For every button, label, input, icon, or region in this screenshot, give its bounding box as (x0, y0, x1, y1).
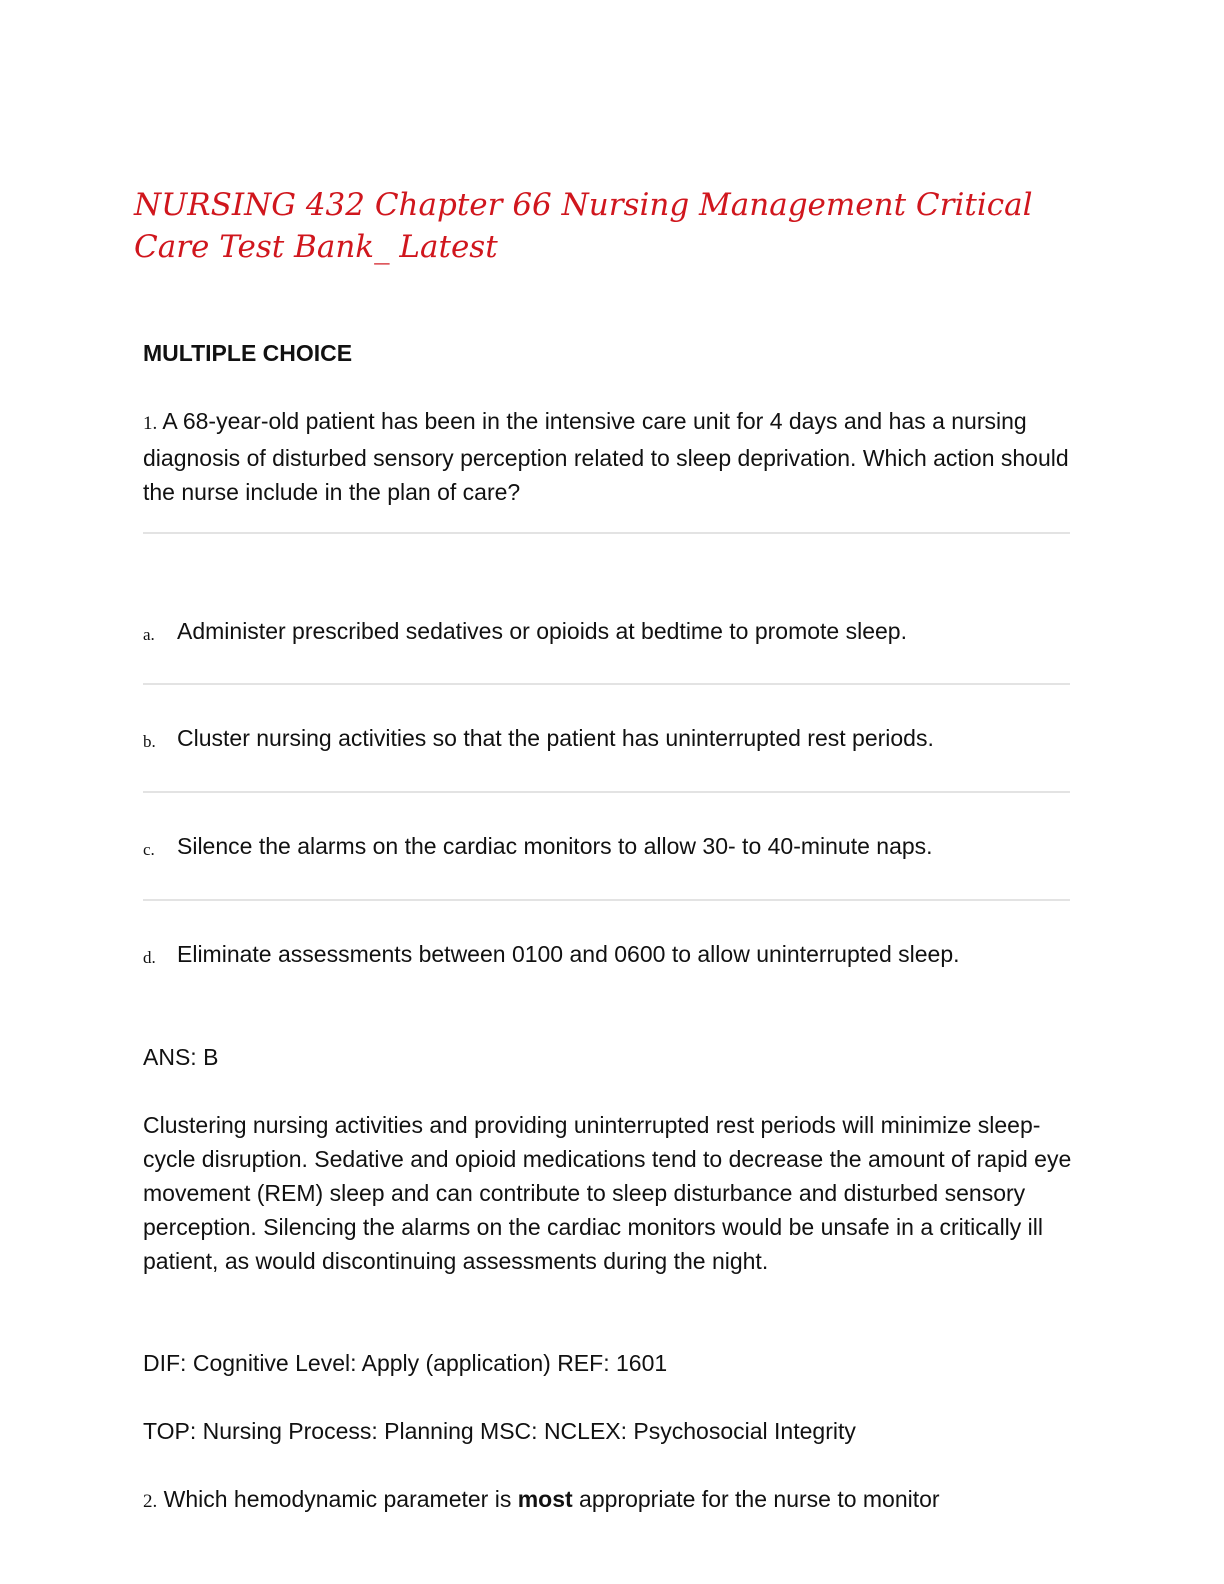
option-letter: a. (143, 625, 155, 644)
section-heading: MULTIPLE CHOICE (143, 340, 353, 366)
question-1-stem (143, 404, 1073, 509)
option-letter: c. (143, 840, 155, 859)
question-2-emphasis: most (517, 1486, 573, 1512)
question-1-number: 1. (143, 413, 158, 434)
divider (143, 532, 1070, 534)
answer-option-a (143, 614, 1083, 648)
answer-option-b (143, 721, 1083, 755)
option-text: Eliminate assessments between 0100 and 0600 to allow uninterrupted sleep. (177, 941, 960, 967)
question-1-text: A 68-year-old patient has been in the intensive care unit for 4 days and has a nursing diagnosis of disturbed sensory perception related to sleep deprivation. Which action should the nurse include in the plan of care? (143, 408, 1069, 505)
option-letter: b. (143, 732, 156, 751)
answer-key: ANS: B (143, 1044, 219, 1070)
question-2-text-end: appropriate for the nurse to monitor (572, 1486, 940, 1512)
option-letter: d. (143, 948, 156, 967)
divider (143, 899, 1070, 901)
answer-option-d (143, 937, 1083, 971)
question-2-text-start: Which hemodynamic parameter is (163, 1486, 518, 1512)
rationale: Clustering nursing activities and providing uninterrupted rest periods will minimize sleep-cycle disruption. Sedative and opioid medications tend to decrease the amount of rapid eye movement (REM) sleep and can contribute to sleep disturbance and disturbed sensory perception. Silencing the alarms on the cardiac monitors would be unsafe in a critically ill patient, as would discontinuing assessments during the night. (143, 1112, 1072, 1274)
document-title: NURSING 432 Chapter 66 Nursing Management Critical Care Test Bank_ Latest (134, 187, 1033, 265)
divider (143, 683, 1070, 685)
answer-option-c (143, 829, 1083, 863)
divider (143, 791, 1070, 793)
difficulty-reference: DIF: Cognitive Level: Apply (application) REF: 1601 (143, 1350, 668, 1376)
option-text: Silence the alarms on the cardiac monitors to allow 30- to 40-minute naps. (177, 833, 933, 859)
question-2-number: 2. (143, 1491, 158, 1512)
topic-msc: TOP: Nursing Process: Planning MSC: NCLEX: Psychosocial Integrity (143, 1418, 856, 1444)
question-2-stem (143, 1482, 1073, 1519)
option-text: Administer prescribed sedatives or opioids at bedtime to promote sleep. (177, 618, 907, 644)
option-text: Cluster nursing activities so that the patient has uninterrupted rest periods. (177, 725, 934, 751)
